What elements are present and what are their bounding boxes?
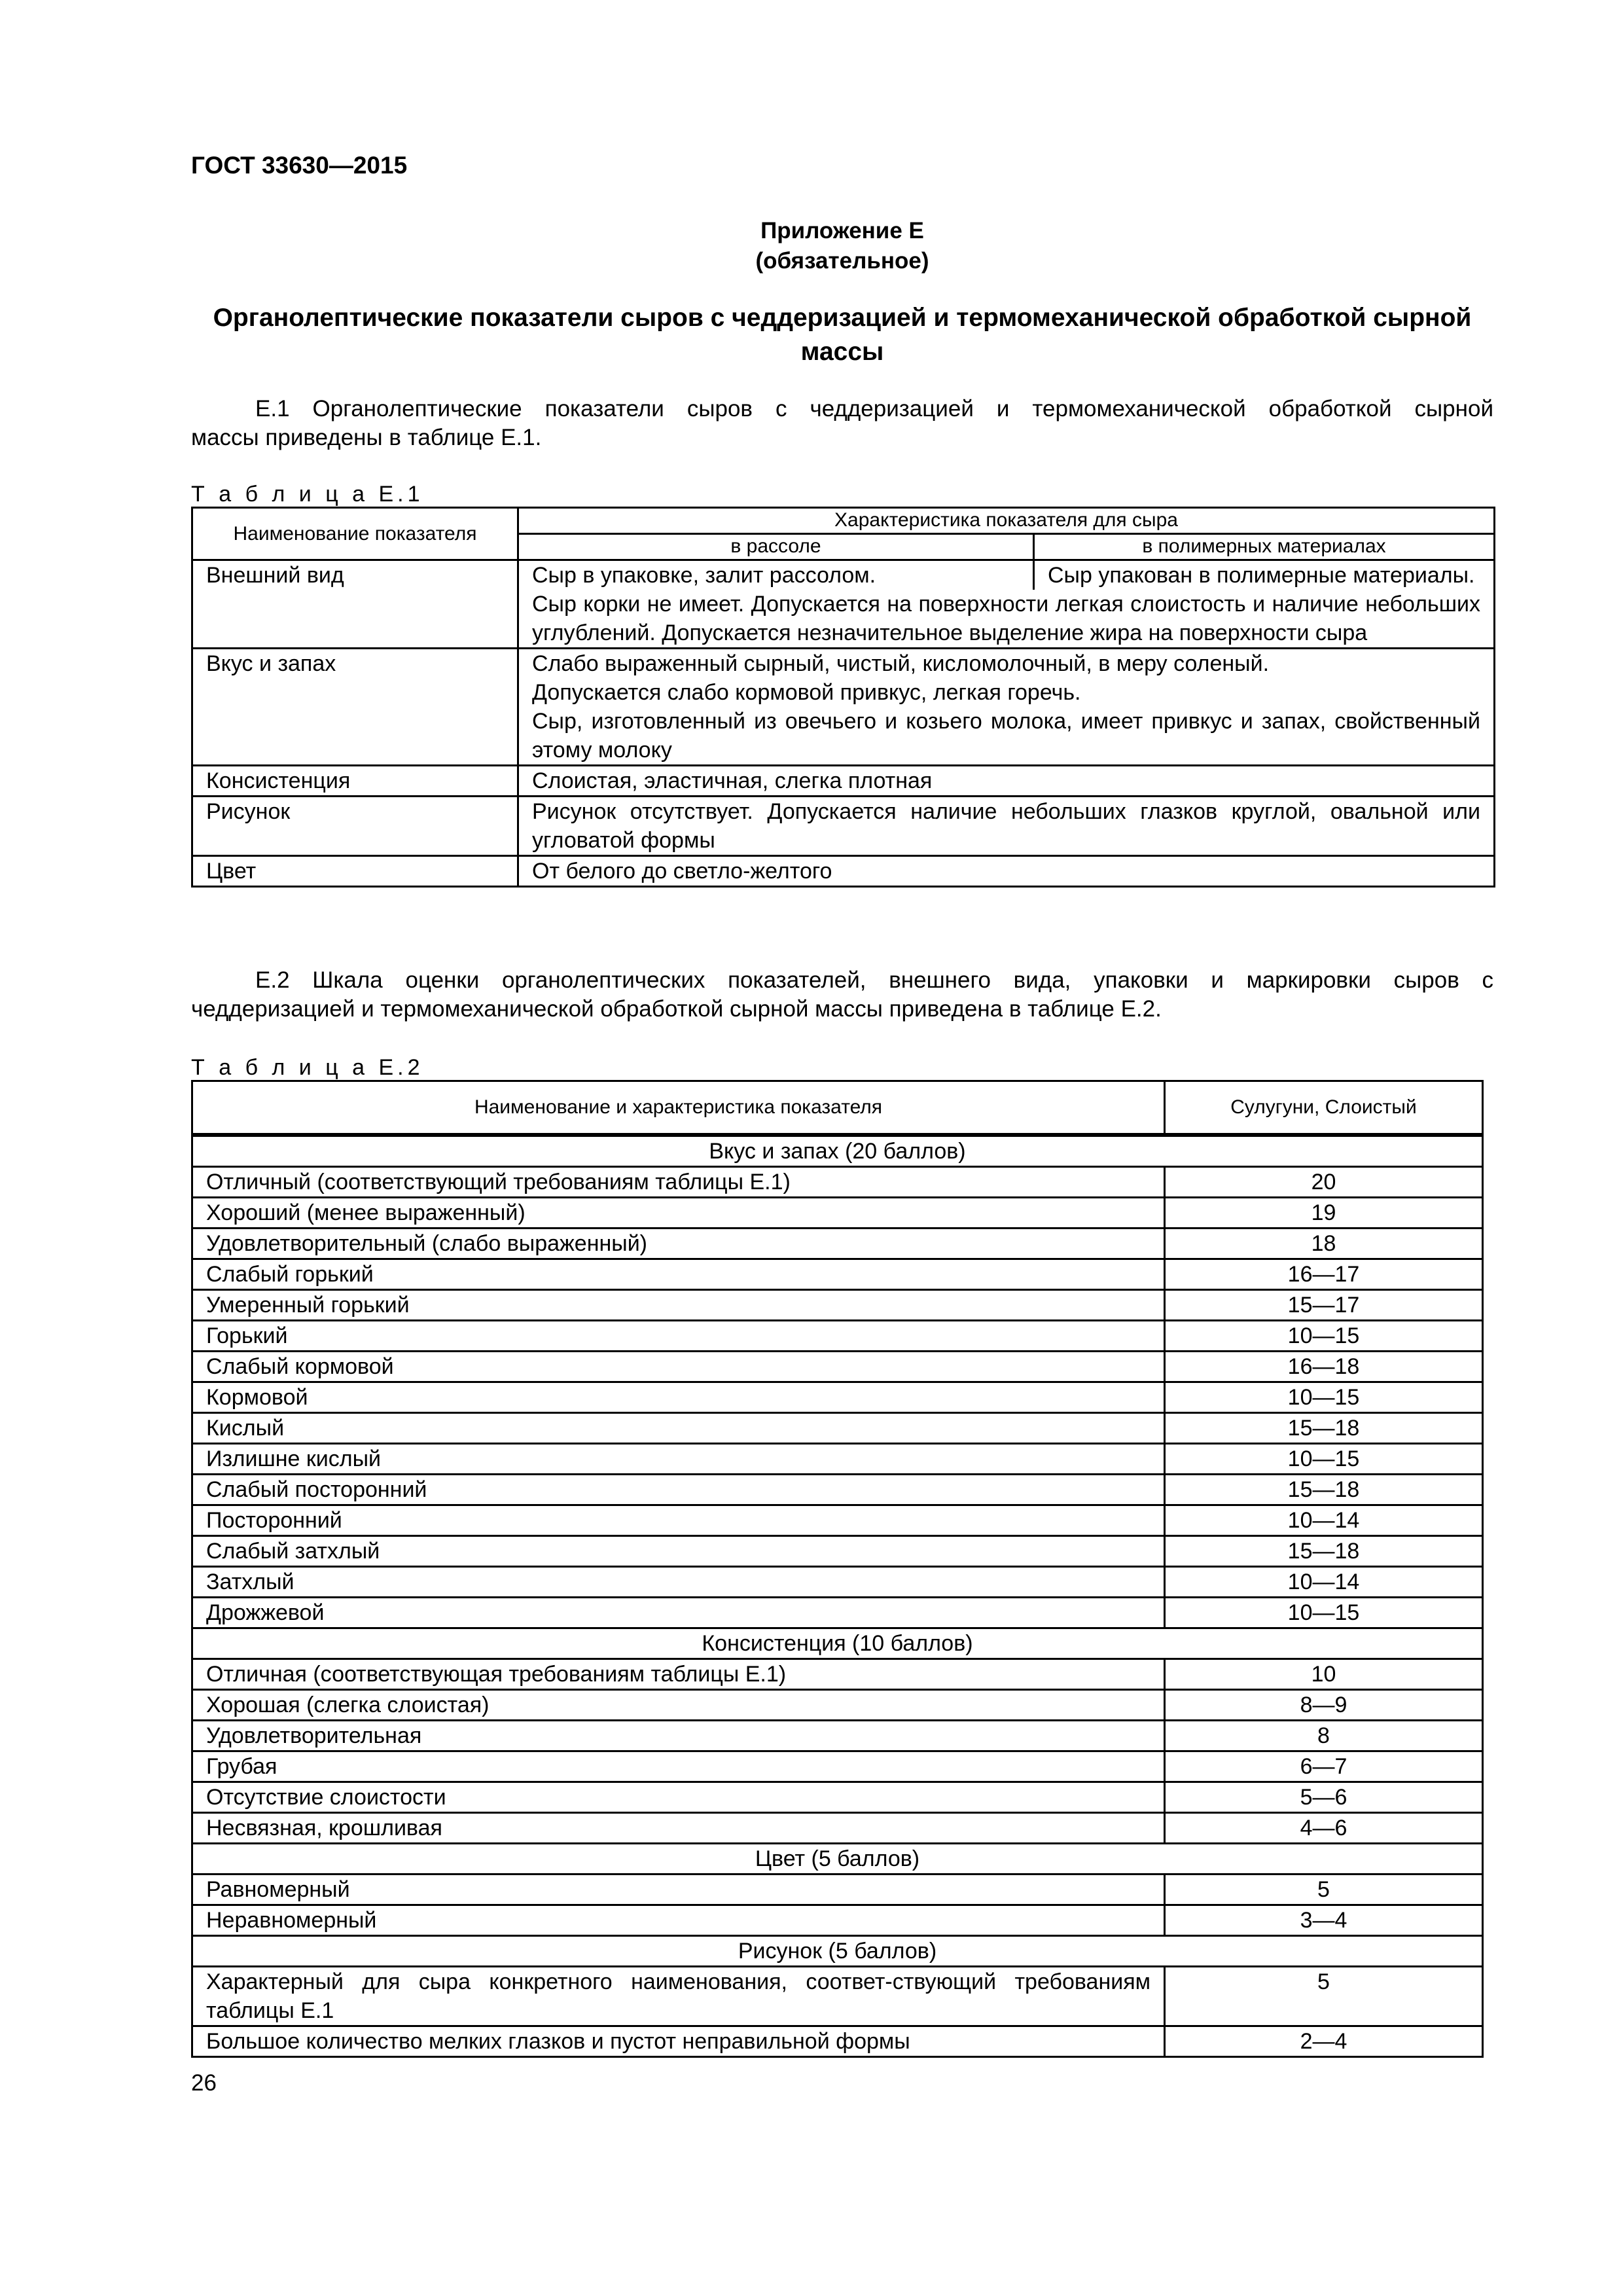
table-e2-row-name: Отличный (соответствующий требованиям таблицы Е.1) [192,1166,1165,1197]
table-row [192,1505,1483,1535]
table-row [192,1751,1483,1782]
table-row [192,1874,1483,1905]
table-e2-row-name: Слабый затхлый [192,1535,1165,1566]
table-e2-row-value: 15—18 [1165,1535,1483,1566]
table-e2-row-value: 5 [1165,1966,1483,2026]
table-e2-row-name: Умеренный горький [192,1289,1165,1320]
table-e1-header-brine: в рассоле [518,534,1034,560]
table-row [192,1905,1483,1935]
table-row [192,2026,1483,2056]
paragraph-e2-line1: Е.2 Шкала оценки органолептических показателей, внешнего вида, упаковки и маркировки сыров с [255,967,1493,993]
table-e2-row-name: Излишне кислый [192,1443,1165,1474]
table-row [192,1966,1483,2026]
table-row [192,1566,1483,1597]
table-e2-row-value: 10 [1165,1659,1483,1689]
table-e2-row-name: Отличная (соответствующая требованиям таблицы Е.1) [192,1659,1165,1689]
table-e1-row-name: Консистенция [192,766,518,797]
table-e1-row-name: Внешний вид [192,560,518,649]
page-number: 26 [191,2070,217,2096]
table-e2-row-name: Удовлетворительный (слабо выраженный) [192,1228,1165,1259]
table-e2-row-value: 16—18 [1165,1351,1483,1382]
table-e1-cell-line: Допускается слабо кормовой привкус, легкая горечь. [532,680,1081,705]
table-e2-row-value: 5 [1165,1874,1483,1905]
table-e2-row-name: Горький [192,1320,1165,1351]
table-row [192,1259,1483,1289]
table-e2-row-value: 3—4 [1165,1905,1483,1935]
table-e2-section-title: Вкус и запах (20 баллов) [192,1135,1483,1167]
appendix-title: Органолептические показатели сыров с чеддеризацией и термомеханической обработкой сырной массы [213,304,1472,366]
table-e2-row-name: Затхлый [192,1566,1165,1597]
table-e2-row-value: 10—14 [1165,1505,1483,1535]
table-e2-row-value: 18 [1165,1228,1483,1259]
table-e2-row-name: Грубая [192,1751,1165,1782]
table-e2-row-value: 16—17 [1165,1259,1483,1289]
table-row [192,1382,1483,1412]
table-row [192,1659,1483,1689]
table-row [192,1812,1483,1843]
table-e2-row-value: 10—15 [1165,1320,1483,1351]
table-row [192,1597,1483,1628]
table-e2-row-value: 8 [1165,1720,1483,1751]
table-e2-row-name: Кормовой [192,1382,1165,1412]
table-e2-row-value: 4—6 [1165,1812,1483,1843]
table-row [192,1320,1483,1351]
appendix-status: (обязательное) [755,248,929,274]
table-row [192,1443,1483,1474]
table-e1-cell-value: Рисунок отсутствует. Допускается наличие небольших глазков круглой, овальной или угловатой формы [518,797,1495,856]
table-e2-row-name: Равномерный [192,1874,1165,1905]
table-e1-label: Т а б л и ц а Е.1 [191,482,424,507]
table-row [192,1720,1483,1751]
table-row [192,1197,1483,1228]
table-e2-row-name: Дрожжевой [192,1597,1165,1628]
table-e2-row-name: Хороший (менее выраженный) [192,1197,1165,1228]
table-row [192,1782,1483,1812]
appendix-label: Приложение Е [760,218,924,243]
table-e2-row-name: Слабый горький [192,1259,1165,1289]
table-e1-cell-line: Сыр, изготовленный из овечьего и козьего молока, имеет привкус и запах, свойственный этому молоку [532,709,1480,762]
table-e2-row-name: Слабый посторонний [192,1474,1165,1505]
table-e2-label: Т а б л и ц а Е.2 [191,1055,424,1080]
table-e1-cell-taste [518,649,1495,766]
table-e1-cell-value: Слоистая, эластичная, слегка плотная [518,766,1495,797]
table-e2-row-name: Удовлетворительная [192,1720,1165,1751]
table-e1-header-characteristic: Характеристика показателя для сыра [518,508,1495,534]
table-e1-header-polymer: в полимерных материалах [1034,534,1495,560]
table-e2-row-value: 10—15 [1165,1382,1483,1412]
table-e2-row-name: Неравномерный [192,1905,1165,1935]
table-e2-row-value: 10—15 [1165,1443,1483,1474]
table-e2-row-value: 6—7 [1165,1751,1483,1782]
paragraph-e2 [191,966,1493,1024]
table-row [192,1412,1483,1443]
table-e1-cell-polymer: Сыр упакован в полимерные материалы. [1034,560,1495,590]
table-e1-cell-line: Слабо выраженный сырный, чистый, кисломолочный, в меру соленый. [532,651,1270,676]
table-e1-row-name: Рисунок [192,797,518,856]
table-e2-row-name: Кислый [192,1412,1165,1443]
table-e2-row-value: 20 [1165,1166,1483,1197]
table-row [192,1166,1483,1197]
table-e2-row-value: 10—15 [1165,1597,1483,1628]
table-row [192,1474,1483,1505]
table-e2-row-value: 19 [1165,1197,1483,1228]
table-e2-row-value: 5—6 [1165,1782,1483,1812]
table-row [192,1228,1483,1259]
table-e1-header-name: Наименование показателя [192,508,518,560]
table-e2-row-value: 15—18 [1165,1412,1483,1443]
table-e2-row-name: Характерный для сыра конкретного наименования, соответ-ствующий требованиям таблицы Е.1 [192,1966,1165,2026]
table-e2-row-name: Несвязная, крошливая [192,1812,1165,1843]
table-row [192,1535,1483,1566]
table-e1-row-name: Вкус и запах [192,649,518,766]
document-code: ГОСТ 33630—2015 [191,152,408,179]
table-row [192,1351,1483,1382]
table-e2-header-value: Сулугуни, Слоистый [1165,1081,1483,1135]
table-e2-row-value: 10—14 [1165,1566,1483,1597]
table-e1-cell-value: От белого до светло-желтого [518,856,1495,887]
table-e2-row-value: 8—9 [1165,1689,1483,1720]
appendix-heading [0,216,1623,276]
table-e1-row-name: Цвет [192,856,518,887]
paragraph-e1-line1: Е.1 Органолептические показатели сыров с чеддеризацией и термомеханической обработкой сырной [255,396,1493,422]
table-e1-cell-brine: Сыр в упаковке, залит рассолом. [518,560,1034,590]
table-e2-section-title: Консистенция (10 баллов) [192,1628,1483,1659]
table-e1-cell-common: Сыр корки не имеет. Допускается на поверхности легкая слоистость и наличие небольших углублений. Допускается незначительное выделение жира на поверхности сыра [518,590,1495,649]
table-e2-row-name: Хорошая (слегка слоистая) [192,1689,1165,1720]
paragraph-e1-line2: массы приведены в таблице Е.1. [191,425,542,450]
table-e2-row-name: Посторонний [192,1505,1165,1535]
table-e2-section-title: Цвет (5 баллов) [192,1843,1483,1874]
table-e2-header-name: Наименование и характеристика показателя [192,1081,1165,1135]
table-e2-row-value: 2—4 [1165,2026,1483,2056]
table-row [192,1689,1483,1720]
paragraph-e2-line2: чеддеризацией и термомеханической обработкой сырной массы приведена в таблице Е.2. [191,996,1162,1022]
table-e2 [191,1080,1484,2058]
table-e2-row-value: 15—17 [1165,1289,1483,1320]
table-e2-row-name: Слабый кормовой [192,1351,1165,1382]
table-row [192,1289,1483,1320]
table-e1 [191,507,1495,888]
table-e2-row-value: 15—18 [1165,1474,1483,1505]
table-e2-section-title: Рисунок (5 баллов) [192,1935,1483,1966]
paragraph-e1 [191,395,1493,452]
table-e2-row-name: Большое количество мелких глазков и пустот неправильной формы [192,2026,1165,2056]
table-e2-row-name: Отсутствие слоистости [192,1782,1165,1812]
